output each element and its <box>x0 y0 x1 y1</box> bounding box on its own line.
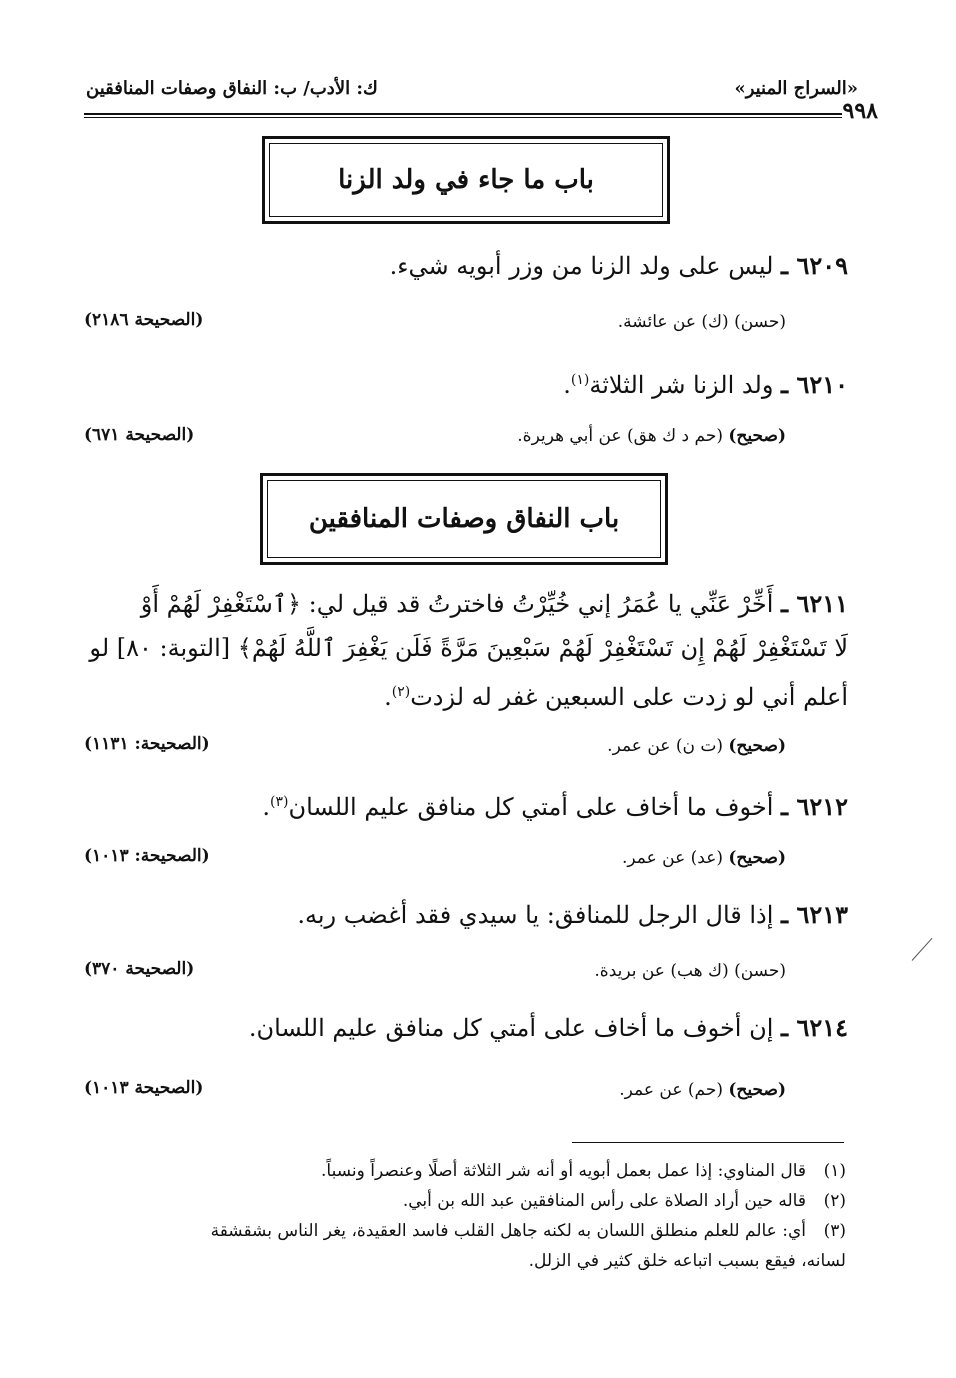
hadith-text: إذا قال الرجل للمنافق: يا سيدي فقد أغضب ربه. <box>297 901 774 929</box>
hadith-source <box>619 1080 786 1100</box>
running-header-chapter: ك: الأدب/ ب: النفاق وصفات المنافقين <box>86 78 378 99</box>
footnote <box>82 1186 846 1216</box>
hadith-text-line: أَخِّرْ عَنِّي يا عُمَرُ إني خُيِّرْتُ فاخترتُ قد قيل لي: ﴿ٱسْتَغْفِرْ لَهُمْ أَوْ <box>140 590 774 618</box>
section-title: باب النفاق وصفات المنافقين <box>308 504 620 534</box>
hadith-text: ولد الزنا شر الثلاثة <box>589 371 774 399</box>
footnote-text: قال المناوي: إذا عمل بعمل أبويه أو أنه شر الثلاثة أصلًا وعنصراً ونسباً. <box>321 1161 806 1181</box>
hadith-text: إن أخوف ما أخاف على أمتي كل منافق عليم اللسان. <box>248 1014 774 1042</box>
footnote-continuation: لسانه، فيقع بسبب اتباعه خلق كثير في الزلل. <box>528 1251 846 1271</box>
grade: (صحيح) <box>728 426 786 446</box>
grade: (صحيح) <box>728 736 786 756</box>
hadith-source <box>594 961 786 981</box>
hadith-text-line: لَا تَسْتَغْفِرْ لَهُمْ إِن تَسْتَغْفِرْ لَهُمْ سَبْعِينَ مَرَّةً فَلَن يَغْفِرَ ٱللَّهُ لَهُمْ﴾ [التوبة: ٨٠] لو <box>89 634 848 662</box>
footnote-number: (٣) <box>823 1221 846 1241</box>
narrator: (حم د ك هق) عن أبي هريرة. <box>517 426 723 446</box>
footnote <box>82 1156 846 1186</box>
footnote <box>82 1216 846 1246</box>
hadith-entry <box>82 1006 848 1050</box>
narrator: (ك) عن عائشة. <box>617 312 729 332</box>
hadith-number: ٦٢١٠ ـ <box>781 370 848 399</box>
hadith-number: ٦٢١٤ ـ <box>781 1013 848 1042</box>
footnotes <box>82 1156 846 1276</box>
hadith-reference: (الصحيحة ٢١٨٦) <box>84 310 204 330</box>
page-number: ٩٩٨ <box>842 98 878 124</box>
section-title-box <box>262 136 670 224</box>
hadith-number: ٦٢١٣ ـ <box>781 900 848 929</box>
hadith-source <box>607 736 786 756</box>
footnote-marker: (٢) <box>391 684 411 700</box>
hadith-reference: (الصحيحة: ١١٣١) <box>84 734 210 754</box>
header-rule <box>84 113 842 115</box>
footnote-number: (١) <box>823 1161 846 1181</box>
hadith-number: ٦٢٠٩ ـ <box>781 251 848 280</box>
hadith-text-line: أعلم أني لو زدت على السبعين غفر له لزدت <box>410 683 848 711</box>
footnote-number: (٢) <box>823 1191 846 1211</box>
grade: (حسن) <box>734 312 786 332</box>
narrator: (عد) عن عمر. <box>622 848 723 868</box>
footnote-marker: (٣) <box>269 794 289 810</box>
section-title: باب ما جاء في ولد الزنا <box>338 165 594 195</box>
hadith-text: ليس على ولد الزنا من وزر أبويه شيء. <box>389 252 774 280</box>
hadith-reference: (الصحيحة ٣٧٠) <box>84 959 195 979</box>
hadith-reference: (الصحيحة ١٠١٣) <box>84 1078 204 1098</box>
hadith-source <box>622 848 786 868</box>
hadith-entry: ٦٢١٢ ـ أخوف ما أخاف على أمتي كل منافق عليم اللسان$^{(٣)}$. <box>262 792 848 821</box>
footnote-marker: (١) <box>570 372 590 388</box>
scan-mark <box>912 938 933 961</box>
hadith-entry: ٦٢١٠ ـ ولد الزنا شر الثلاثة$^{(١)}$. <box>563 370 848 399</box>
footnote-text: أي: عالم للعلم منطلق اللسان به لكنه جاهل القلب فاسد العقيدة، يغر الناس بشقشقة <box>210 1221 806 1241</box>
hadith-text: أخوف ما أخاف على أمتي كل منافق عليم اللسان <box>288 793 774 821</box>
hadith-entry <box>82 893 848 937</box>
hadith-number: ٦٢١٢ ـ <box>781 792 848 821</box>
hadith-number: ٦٢١١ ـ <box>781 589 848 618</box>
footnote-text: قاله حين أراد الصلاة على رأس المنافقين عبد الله بن أبي. <box>402 1191 806 1211</box>
hadith-reference: (الصحيحة ٦٧١) <box>84 425 195 445</box>
narrator: (ت ن) عن عمر. <box>607 736 723 756</box>
hadith-reference: (الصحيحة: ١٠١٣) <box>84 846 210 866</box>
running-header-book-title: «السراج المنير» <box>734 78 858 99</box>
footnote-separator <box>572 1142 844 1143</box>
header-rule-thin <box>84 117 842 118</box>
hadith-entry: ٦٢١١ ـ أَخِّرْ عَنِّي يا عُمَرُ إني خُيِّرْتُ فاخترتُ قد قيل لي: ﴿ٱسْتَغْفِرْ لَهُمْ أَوْ لَا تَسْتَغْفِرْ لَهُمْ إِن تَسْتَغْفِرْ لَهُمْ سَبْعِينَ مَرَّةً فَلَن يَغْفِرَ ٱللَّهُ لَهُمْ﴾ [التوبة: ٨٠] لو أعلم أني لو زدت على السبعين غفر له لزدت$^{(٢)}$. <box>82 582 848 719</box>
section-title-box <box>260 473 668 565</box>
grade: (صحيح) <box>728 848 786 868</box>
hadith-source <box>517 426 786 446</box>
grade: (صحيح) <box>728 1080 786 1100</box>
narrator: (حم) عن عمر. <box>619 1080 723 1100</box>
hadith-source <box>618 312 786 332</box>
narrator: (ك هب) عن بريدة. <box>594 961 729 981</box>
grade: (حسن) <box>734 961 786 981</box>
hadith-entry <box>82 244 848 288</box>
